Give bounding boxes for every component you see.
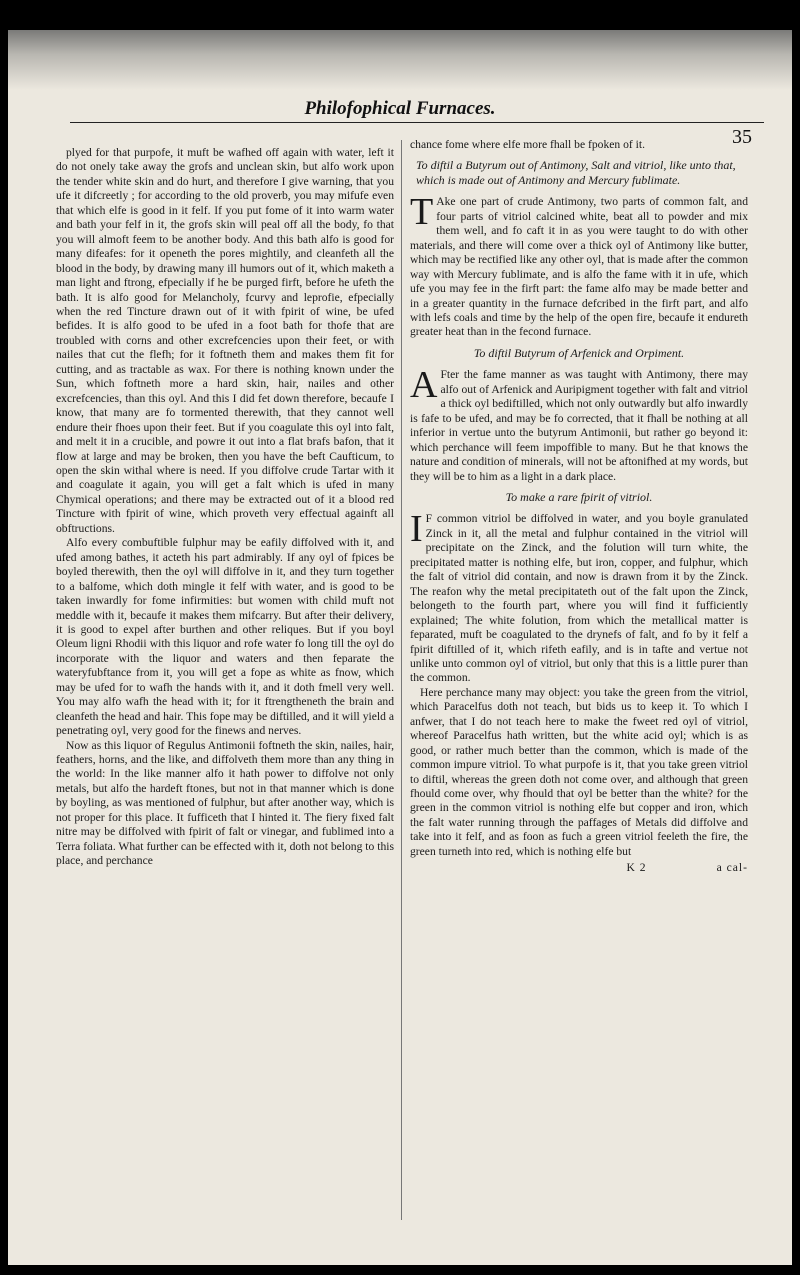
column-divider	[401, 140, 402, 1220]
body-paragraph: Here perchance many may object: you take the green from the vitriol, which Paracelfus doth not teach, but bids us to keep it. To which I anfwer, that I do not teach here to make the fweet red oyl of vitriol, whereof Paracelfus hath written, but the white acid oyl; which is as good, or rather much better than the common, which is made of the common impure vitriol. To what purpofe is it, that you take green vitriol to diftil, whereas the green doth not come over, and although that green fhould come over, why fhould that oyl be better than the white? for the green in the common vitriol is nothing elfe but copper and iron, which the falt water running through the paffages of Metals did diffolve and take into it felf, and as foon as fuch a green vitriol feeleth the fire, the green turneth into red, which is nothing elfe but	[410, 685, 748, 858]
intro-line: chance fome where elfe more fhall be fpoken of it.	[410, 138, 645, 151]
book-page	[8, 30, 792, 1265]
right-column	[410, 138, 748, 876]
running-title: Philofophical Furnaces.	[304, 98, 496, 119]
drop-cap: A	[410, 364, 438, 407]
signature-mark: K 2	[626, 861, 647, 875]
left-paragraph: Alfo every combuftible fulphur may be eafily diffolved with it, and ufed among bathes, it acteth his part admirably. If any oyl of fpices be boyled therewith, then the oyl will diffolve in it, and they turn together to a balfome, which doth mingle it felf with water, and is good to be taken inwardly for fome infirmities: but women with child muft not meddle with it, becaufe it makes them mifcarry. But after their delivery, it is good to expel after burthen and other reliques. But if you boyl Oleum ligni Rhodii with this liquor and rofe water fo long till the oyl do incorporate with the liquor and waters and then feparate the wateryfubftance from it, you will get a fope as white as fnow, which may be ufed for to wafh the hands with it, and it doth fmell very well. You may alfo wafh the head with it; for it ftrengtheneth the brain and cleanfeth the head and hair. This fope may be diftilled, and it will yield a penetrating oyl, very good for the finews and nerves.	[56, 536, 394, 738]
section-body	[410, 191, 748, 340]
catchword: a cal-	[716, 861, 748, 875]
section-heading: To diftil a Butyrum out of Antimony, Salt and vitriol, like unto that, which is made out of Antimony and Mercury fublimate.	[416, 158, 736, 187]
drop-cap: T	[410, 191, 434, 234]
section-text: Ake one part of crude Antimony, two parts of common falt, and four parts of vitriol calcined white, beat all to powder and mix them well, and fo caft it in as you were taught to do with other materials, and there will come over a thick oyl of Antimony like butter, which may be rectified like any other oyl, that is made after the common way with Mercury fublimate, and is alfo the fame with it in ufe, which ufe you may fee in the firft part: the fame alfo may be made better and in a greater quantity in the furnace defcribed in the firft part, and alfo with lefs coals and time by the help of the open fire, becaufe it endureth greater heat than in the fecond furnace.	[410, 195, 748, 339]
section-body	[410, 508, 748, 685]
section-heading: To diftil Butyrum of Arfenick and Orpiment.	[473, 345, 685, 360]
section-text: Fter the fame manner as was taught with Antimony, there may alfo out of Arfenick and Auripigment together with falt and vitriol a thick oyl bediftilled, which not only outwardly but alfo inwardly is fafe to be ufed, and may be fo corrected, that it fhall be nothing at all inferior in vertue unto the butyrum Antimonii, but rather go beyond it: which perchance will feem impoffible to many. But he that knows the nature and condition of minerals, will not be aftonifhed at my words, but they will be to him as a light in a dark place.	[410, 368, 748, 483]
drop-cap: I	[410, 508, 423, 551]
page-number: 35	[732, 126, 752, 148]
section-heading: To make a rare fpirit of vitriol.	[505, 489, 653, 504]
section-text: F common vitriol be diffolved in water, and you boyle granulated Zinck in it, all the metal and fulphur contained in the vitriol will precipitate on the Zinck, and the folution will turn white, the precipitated matter is nothing elfe, but iron, copper, and fulphur, which the falt of vitriol did contain, and now is drawn from it by the Zinck. The reafon why the metal precipitateth out of the falt upon the Zinck, belongeth to the fourth part, where you will find it fufficiently explained; The white folution, from which the metallical matter is feparated, muft be coagulated to the drynefs of falt, and fo by it felf a fpirit diftilled of it, which rifeth eafily, and is in tafte and vertue not unlike unto common oyl of vitriol, but only that this is a little purer than the common.	[410, 512, 748, 685]
left-column	[56, 146, 394, 869]
header-rule	[70, 122, 764, 123]
left-paragraph: plyed for that purpofe, it muft be wafhed off again with water, left it do not onely take away the grofs and unclean skin, but alfo work upon the tender white skin and do hurt, and therefore I give warning, that you ufe it difcreetly ; for according to the old proverb, you may mifufe even that which elfe is good in it felf. If you put fome of it into warm water and bath your felf in it, the grofs skin will peal off all the body, fo that you will almoft feem to be another body. And this bath alfo is good for many difeafes: for it openeth the pores mightily, and cleanfeth all the blood in the body, by drawing many ill humors out of it, which maketh a man light and ftrong, efpecially if he be purged firft, before he ufeth the bath. It is alfo good for Melancholy, fcurvy and leprofie, efpecially when the red Tincture drawn out of it with fpirit of wine, be ufed befides. It is alfo good to be ufed in a foot bath for thofe that are troubled with corns and other excrefcencies upon their feet, or with nailes that cut the flefh; for it foftneth them and makes them fit for cutting, and as tractable as wax. For there is nothing known under the Sun, which foftneth more a hard skin, hair, nailes and other excrefcencies, than this oyl. And this I did fet down therefore, becaufe I know, that many are fo tormented therewith, that they cannot well endure their fhoes upon their feet. But if you coagulate this oyl into falt, and melt it in a crucible, and powre it out into a flat brafs bafon, that it flow at large and may be broken, then you have the beft Caufticum, to open the skin withal where is need. If you diffolve crude Tartar with it and coagulate it again, you will get a falt which is ufed in many Chymical operations; and there may be extracted out of it a blood red Tincture with fpirit of wine, which proveth very effectual againft all obftructions.	[56, 146, 394, 535]
section-body	[410, 364, 748, 484]
left-paragraph: Now as this liquor of Regulus Antimonii foftneth the skin, nailes, hair, feathers, horns, and the like, and diffolveth them more than any thing in the world: In the like manner alfo it hath power to diffolve not only metals, but alfo the hardeft ftones, but not in that manner which is done by boyling, as was mentioned of fulphur, but after another way, which is not proper for this place. It fufficeth that I hinted it. The fiery fixed falt nitre may be diffolved with fpirit of falt or vinegar, and fublimed into a Terra foliata. What further can be effected with it, doth not belong to this place, and perchance	[56, 738, 394, 868]
signature-line	[410, 861, 748, 875]
